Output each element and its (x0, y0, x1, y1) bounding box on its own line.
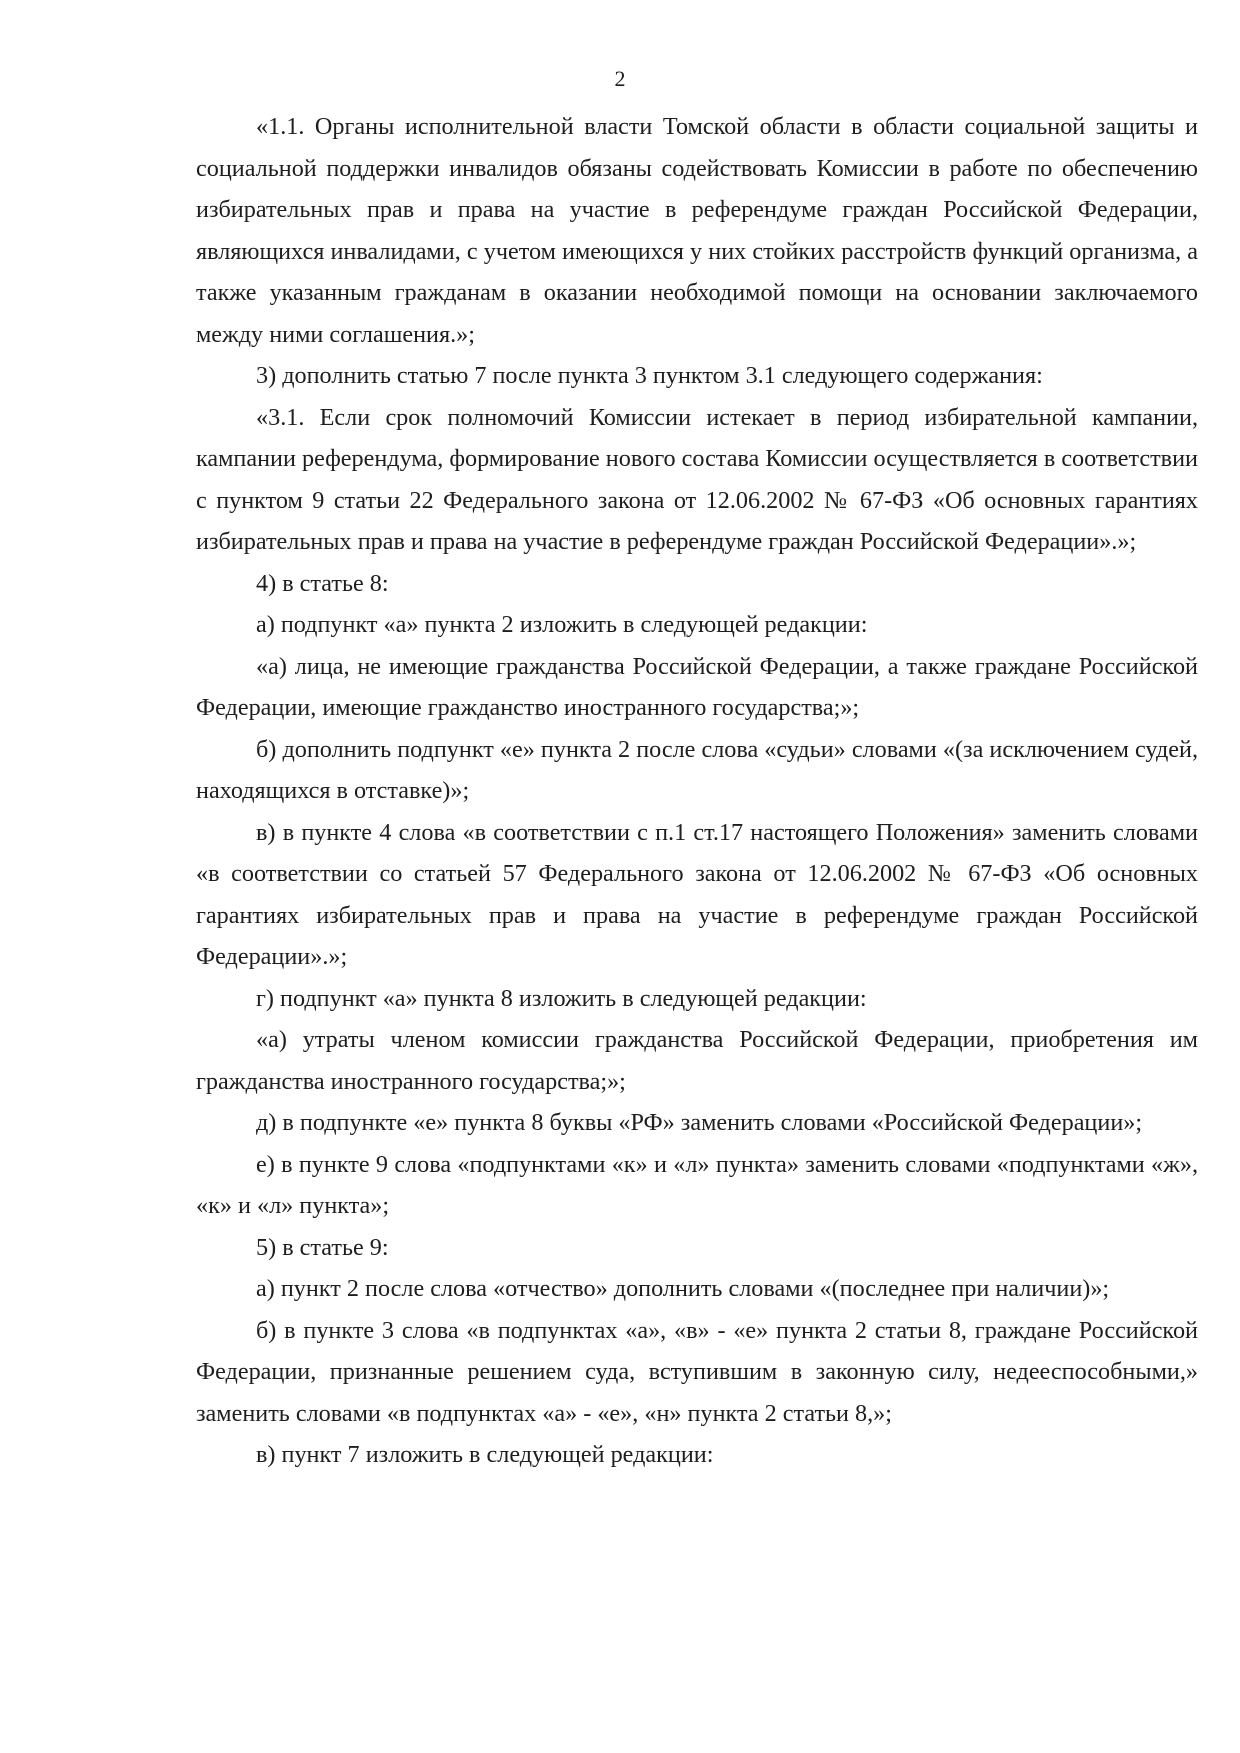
paragraph-item-5: 5) в статье 9: (256, 1233, 389, 1261)
paragraph-4g: г) подпункт «а» пункта 8 изложить в следующей редакции: (256, 984, 867, 1012)
paragraph-5v: в) пункт 7 изложить в следующей редакции: (256, 1441, 714, 1468)
paragraph-4v: в) в пункте 4 слова «в соответствии с п.1 ст.17 настоящего Положения» заменить словами «в соответствии со статьей 57 Федерального закона от 12.06.2002 № 67-ФЗ «Об основных гарантиях избирательных прав и права на участие в референдуме граждан Российской Федерации».»; (196, 818, 1198, 970)
document-body (196, 106, 1198, 1476)
paragraph-4a: а) подпункт «а» пункта 2 изложить в следующей редакции: (256, 611, 868, 638)
paragraph-4d: д) в подпункте «е» пункта 8 буквы «РФ» заменить словами «Российской Федерации»; (256, 1109, 1143, 1136)
page-number: 2 (614, 66, 626, 91)
paragraph-4a-text: «а) лица, не имеющие гражданства Российской Федерации, а также граждане Российской Федерации, имеющие гражданство иностранного государства;»; (196, 652, 1198, 721)
paragraph-5a: а) пункт 2 после слова «отчество» дополнить словами «(последнее при наличии)»; (256, 1275, 1110, 1302)
paragraph-3-1: «3.1. Если срок полномочий Комиссии истекает в период избирательной кампании, кампании референдума, формирование нового состава Комиссии осуществляется в соответствии с пунктом 9 статьи 22 Федерального закона от 12.06.2002 № 67-ФЗ «Об основных гарантиях избирательных прав и права на участие в референдуме граждан Российской Федерации».»; (196, 403, 1198, 555)
paragraph-4e: е) в пункте 9 слова «подпунктами «к» и «л» пункта» заменить словами «подпунктами «ж», «к» и «л» пункта»; (196, 1150, 1198, 1219)
paragraph-item-3: 3) дополнить статью 7 после пункта 3 пунктом 3.1 следующего содержания: (256, 362, 1043, 389)
paragraph-4b: б) дополнить подпункт «е» пункта 2 после слова «судьи» словами «(за исключением судей, находящихся в отставке)»; (196, 735, 1198, 804)
paragraph-5b: б) в пункте 3 слова «в подпунктах «а», «в» - «е» пункта 2 статьи 8, граждане Российской Федерации, признанные решением суда, вступившим в законную силу, недееспособными,» заменить словами «в подпунктах «а» - «е», «н» пункта 2 статьи 8,»; (196, 1316, 1198, 1427)
paragraph-1-1: «1.1. Органы исполнительной власти Томской области в области социальной защиты и социальной поддержки инвалидов обязаны содействовать Комиссии в работе по обеспечению избирательных прав и права на участие в референдуме граждан Российской Федерации, являющихся инвалидами, с учетом имеющихся у них стойких расстройств функций организма, а также указанным гражданам в оказании необходимой помощи на основании заключаемого между ними соглашения.»; (196, 113, 1198, 348)
paragraph-4g-text: «а) утраты членом комиссии гражданства Российской Федерации, приобретения им гражданства иностранного государства;»; (196, 1026, 1198, 1095)
paragraph-item-4: 4) в статье 8: (256, 569, 389, 597)
